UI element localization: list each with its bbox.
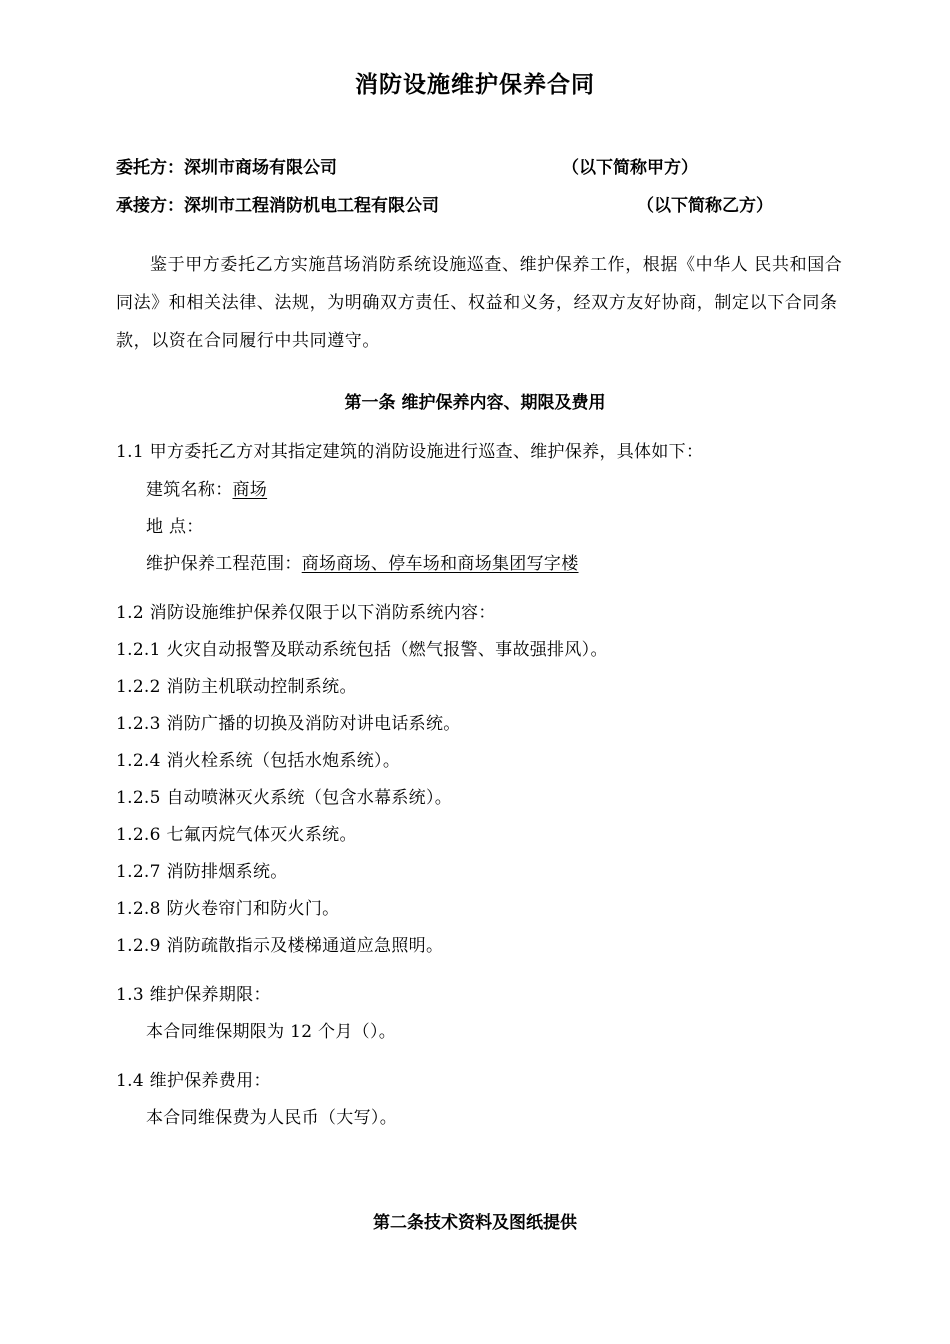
article-2-heading: 第二条技术资料及图纸提供 <box>373 1213 577 1233</box>
contract-title: 消防设施维护保养合同 <box>355 72 595 98</box>
clause-1-3: 1.3 维护保养期限： <box>116 985 271 1005</box>
system-item: 1.2.7 消防排烟系统。 <box>116 862 288 882</box>
system-item: 1.2.6 七氟丙烷气体灭火系统。 <box>116 825 357 845</box>
preamble-paragraph: 鉴于甲方委托乙方实施莒场消防系统设施巡查、维护保养工作，根据《中华人 民共和国合同法》和相关法律、法规，为明确双方责任、权益和义务，经双方友好协商，制定以下合同条款，以资在合同履行中共同遵守。 <box>116 255 843 351</box>
system-item: 1.2.3 消防广播的切换及消防对讲电话系统。 <box>116 714 461 734</box>
clause-1-2: 1.2 消防设施维护保养仅限于以下消防系统内容： <box>116 603 496 623</box>
party-b-note: （以下简称乙方） <box>637 196 773 216</box>
scope-label: 维护保养工程范围： <box>146 554 302 574</box>
party-b-label: 承接方：深圳市工程消防机电工程有限公司 <box>116 196 439 216</box>
building-name-row <box>146 475 267 500</box>
system-item: 1.2.2 消防主机联动控制系统。 <box>116 677 357 697</box>
system-item: 1.2.1 火灾自动报警及联动系统包括（燃气报警、事故强排风）。 <box>116 640 608 660</box>
system-item: 1.2.8 防火卷帘门和防火门。 <box>116 899 340 919</box>
fee-text: 本合同维保费为人民币（大写）。 <box>146 1108 397 1128</box>
scope-row <box>146 549 579 574</box>
building-name-label: 建筑名称： <box>146 480 233 500</box>
party-a-note: （以下简称甲方） <box>562 158 698 178</box>
article-1-heading: 第一条 维护保养内容、期限及费用 <box>344 393 606 413</box>
party-a-label: 委托方：深圳市商场有限公司 <box>116 158 337 178</box>
clause-1-4: 1.4 维护保养费用： <box>116 1071 271 1091</box>
scope-value: 商场商场、停车场和商场集团写字楼 <box>301 554 579 574</box>
building-name-value: 商场 <box>232 480 268 500</box>
system-item: 1.2.4 消火栓系统（包括水炮系统）。 <box>116 751 401 771</box>
system-item: 1.2.5 自动喷淋灭火系统（包含水幕系统）。 <box>116 788 453 808</box>
clause-1-1: 1.1 甲方委托乙方对其指定建筑的消防设施进行巡查、维护保养，具体如下： <box>116 442 704 462</box>
term-text: 本合同维保期限为 12 个月（）。 <box>146 1022 397 1042</box>
location-label: 地 点： <box>146 517 204 537</box>
system-item: 1.2.9 消防疏散指示及楼梯通道应急照明。 <box>116 936 444 956</box>
